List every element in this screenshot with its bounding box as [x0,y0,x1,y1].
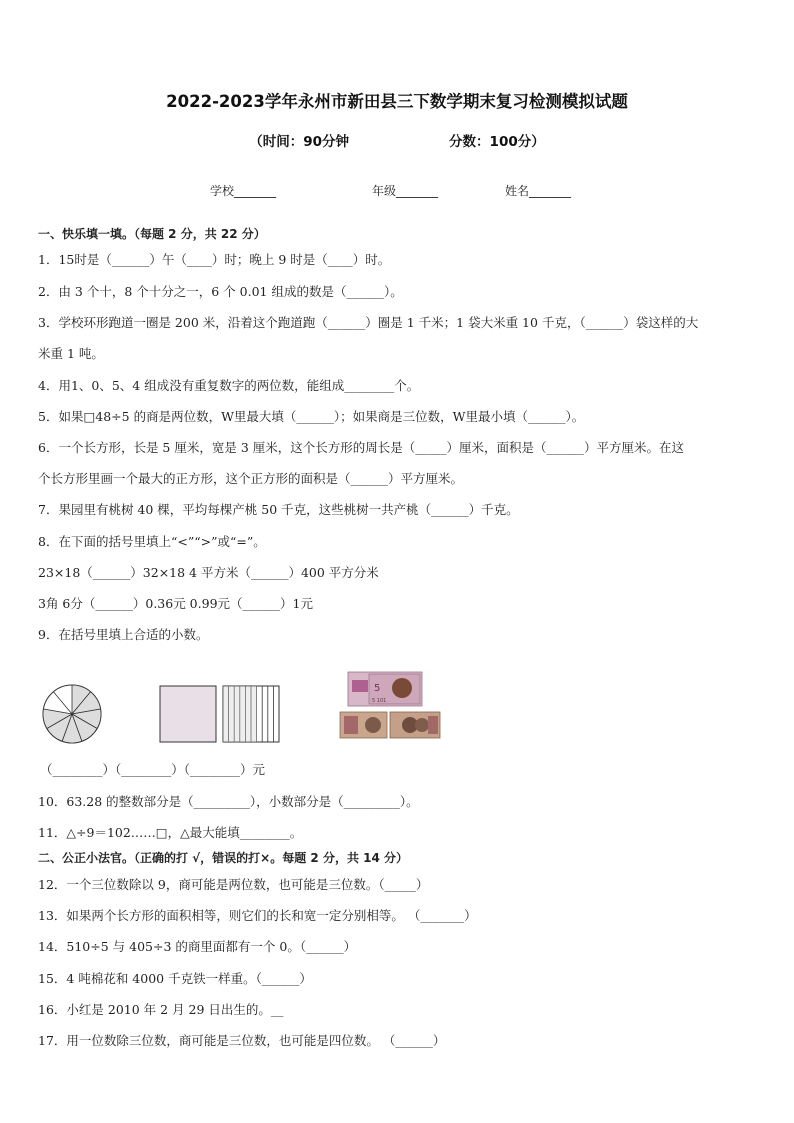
question-11: 11．△÷9＝102……□，△最大能填________。 [38,825,303,840]
exam-subtitle [0,130,794,150]
question-8-row2: 3角 6分（______）0.36元 0.99元（______）1元 [38,596,313,611]
question-12: 12．一个三位数除以 9，商可能是两位数，也可能是三位数。（_____） [38,877,429,892]
question-6-cont: 个长方形里画一个最大的正方形，这个正方形的面积是（______）平方厘米。 [38,471,464,486]
question-9: 9．在括号里填上合适的小数。 [38,627,209,642]
question-2: 2．由 3 个十，8 个十分之一，6 个 0.01 组成的数是（______）。 [38,284,403,299]
name-field[interactable]: 姓名_______ [505,184,572,198]
banknotes-figure [340,672,440,738]
question-8-row1: 23×18（______）32×18 4 平方米（______）400 平方分米 [38,565,379,580]
question-4: 4．用1、0、5、4 组成没有重复数字的两位数，能组成________个。 [38,378,420,393]
banknote-serial: 5 101 [372,698,387,704]
question-9-figures [40,670,460,750]
question-9-answer-blanks[interactable]: （________）（________）（________）元 [40,762,266,777]
pie-circle-figure [43,685,101,743]
question-7: 7．果园里有桃树 40 棵，平均每棵产桃 50 千克，这些桃树一共产桃（______）千克。 [38,502,519,517]
section2-heading: 二、公正小法官。（正确的打 √，错误的打×。每题 2 分，共 14 分） [38,851,408,865]
question-17: 17．用一位数除三位数，商可能是三位数，也可能是四位数。 （______） [38,1033,446,1048]
question-10: 10．63.28 的整数部分是（_________），小数部分是（_________）。 [38,794,419,809]
question-8: 8．在下面的括号里填上“<”“>”或“=”。 [38,534,266,549]
time-label: （时间：90分钟 [249,134,350,150]
exam-title: 2022-2023学年永州市新田县三下数学期末复习检测模拟试题 [166,92,628,111]
banknote-denomination: 5 [374,683,381,694]
score-label: 分数：100分） [449,134,545,150]
shaded-square-figure [160,686,216,742]
question-5: 5．如果□48÷5 的商是两位数，W里最大填（______）；如果商是三位数，W里最小填（______）。 [38,409,585,424]
school-field[interactable]: 学校_______ [210,184,277,198]
question-3-cont: 米重 1 吨。 [38,346,104,361]
question-1: 1．15时是（______）午（____）时；晚上 9 时是（____）时。 [38,252,391,267]
question-16: 16．小红是 2010 年 2 月 29 日出生的。__ [38,1002,284,1017]
section1-heading: 一、快乐填一填。（每题 2 分，共 22 分） [38,227,266,241]
figures-svg [40,670,460,750]
question-15: 15．4 吨棉花和 4000 千克铁一样重。（______） [38,971,312,986]
grade-field[interactable]: 年级_______ [372,184,439,198]
question-3: 3．学校环形跑道一圈是 200 米，沿着这个跑道跑（______）圈是 1 千米；1 袋大米重 10 千克，（______）袋这样的大 [38,315,699,330]
striped-square-figure [223,686,279,742]
question-6: 6．一个长方形，长是 5 厘米，宽是 3 厘米，这个长方形的周长是（_____）厘米，面积是（______）平方厘米。在这 [38,440,685,455]
question-14: 14．510÷5 与 405÷3 的商里面都有一个 0。（______） [38,939,357,954]
question-13: 13．如果两个长方形的面积相等，则它们的长和宽一定分别相等。 （_______） [38,908,477,923]
